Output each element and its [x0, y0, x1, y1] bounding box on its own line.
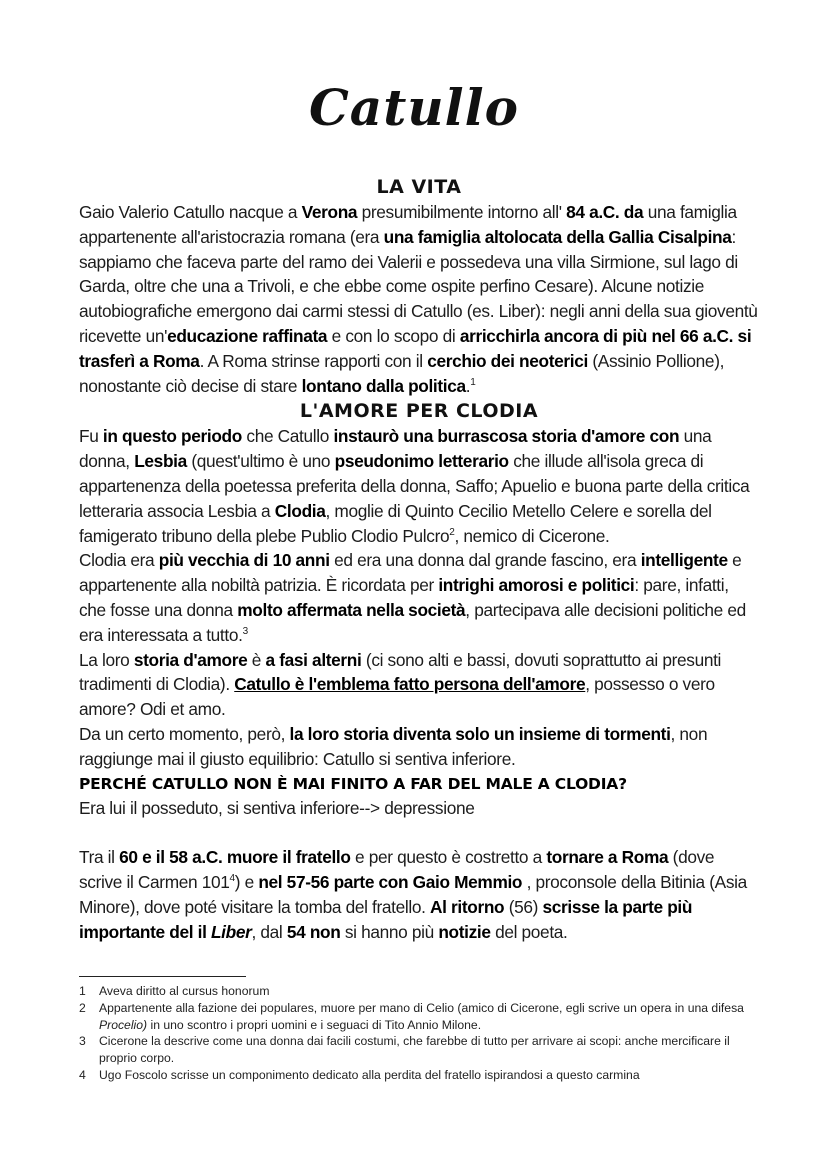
footnote-ref-1: 1	[470, 376, 476, 388]
footnote-2	[79, 1000, 759, 1034]
paragraph-storia: La loro storia d'amore è a fasi alterni (ci sono alti e bassi, dovuti soprattutto ai presunti tradimenti di Clodia). Catullo è l'emblema fatto persona dell'amore, possesso o vero amore? Odi et amo.	[79, 649, 722, 720]
footnote-ref-2: 2	[449, 526, 455, 538]
section-heading-amore: L'AMORE PER CLODIA	[299, 400, 539, 423]
footnote-ref-4: 4	[229, 873, 235, 885]
paragraph-lesbia: Fu in questo periodo che Catullo instaurò una burrascosa storia d'amore con una donna, Lesbia (quest'ultimo è uno pseudonimo letterario che illude all'isola greca di appartenenza della poetessa preferita della donna, Saffo; Apuelio e buona parte della critica letteraria associa Lesbia a Clodia, moglie di Quinto Cecilio Metello Celere e sorella del famigerato tribuno della plebe Publio Clodio Pulcro$^2$, nemico di Cicerone.	[79, 426, 750, 546]
footnote-number: 4	[79, 1067, 86, 1082]
paragraph-clodia: Clodia era più vecchia di 10 anni ed era una donna dal grande fascino, era intelligente e appartenente alla nobiltà patrizia. È ricordata per intrighi amorosi e politici: pare, infatti, che fosse una donna molto affermata nella società, partecipava alle decisioni politiche ed era interessata a tutto.$^3$	[79, 550, 746, 645]
section-heading-vita: LA VITA	[376, 176, 462, 198]
footnote-text: Cicerone la descrive come una donna dai facili costumi, che farebbe di tutto per arrivare ai scopi: anche mercificare il proprio corpo.	[99, 1034, 730, 1066]
paragraph-vita: Gaio Valerio Catullo nacque a Verona presumibilmente intorno all' 84 a.C. da una famiglia appartenente all'aristocrazia romana (era una famiglia altolocata della Gallia Cisalpina: sappiamo che faceva parte del ramo dei Valerii e possedeva una villa Sirmione, sul lago di Garda, oltre che una a Trivoli, e che ebbe come ospite perfino Cesare). Alcune notizie autobiografiche emergono dai carmi stessi di Catullo (es. Liber): negli anni della sua gioventù ricevette un'educazione raffinata e con lo scopo di arricchirla ancora di più nel 66 a.C. si trasferì a Roma. A Roma strinse rapporti con il cerchio dei neoterici (Assinio Pollione), nonostante ciò decise di stare lontano dalla politica.$^1$	[79, 202, 758, 396]
footnote-1	[79, 983, 759, 1000]
spacer	[79, 821, 759, 845]
footnote-3	[79, 1033, 759, 1067]
footnote-text: Appartenente alla fazione dei populares, muore per mano di Celio (amico di Cicerone, egli scrive un opera in una difesa Procelio) in uno scontro i propri uomini e i seguaci di Tito Annio Milone.	[99, 1000, 744, 1032]
footnote-text: Aveva diritto al cursus honorum	[99, 984, 270, 998]
question-heading: PERCHÉ CATULLO NON È MAI FINITO A FAR DEL MALE A CLODIA?	[79, 774, 627, 793]
answer-line: Era lui il posseduto, si sentiva inferiore--> depressione	[79, 798, 475, 819]
main-text	[79, 174, 759, 944]
footnote-ref-3: 3	[242, 625, 248, 637]
footnote-number: 2	[79, 1000, 86, 1015]
footnote-text: Ugo Foscolo scrisse un componimento dedicato alla perdita del fratello ispirandosi a questo carmina	[99, 1067, 640, 1082]
footnotes	[79, 983, 759, 1084]
footnote-4	[79, 1067, 759, 1084]
page-title: Catullo	[309, 78, 519, 137]
paragraph-tormenti: Da un certo momento, però, la loro storia diventa solo un insieme di tormenti, non raggiunge mai il giusto equilibrio: Catullo si sentiva inferiore.	[79, 723, 708, 769]
footnote-number: 1	[79, 984, 86, 998]
paragraph-fratello: Tra il 60 e il 58 a.C. muore il fratello e per questo è costretto a tornare a Roma (dove scrive il Carmen $101^4$) e nel 57-56 parte con Gaio Memmio , proconsole della Bitinia (Asia Minore), dove poté visitare la tomba del fratello. Al ritorno (56) scrisse la parte più importante del il Liber, dal 54 non si hanno più notizie del poeta.	[79, 847, 747, 942]
footnote-divider	[79, 976, 246, 977]
footnote-number: 3	[79, 1034, 86, 1049]
